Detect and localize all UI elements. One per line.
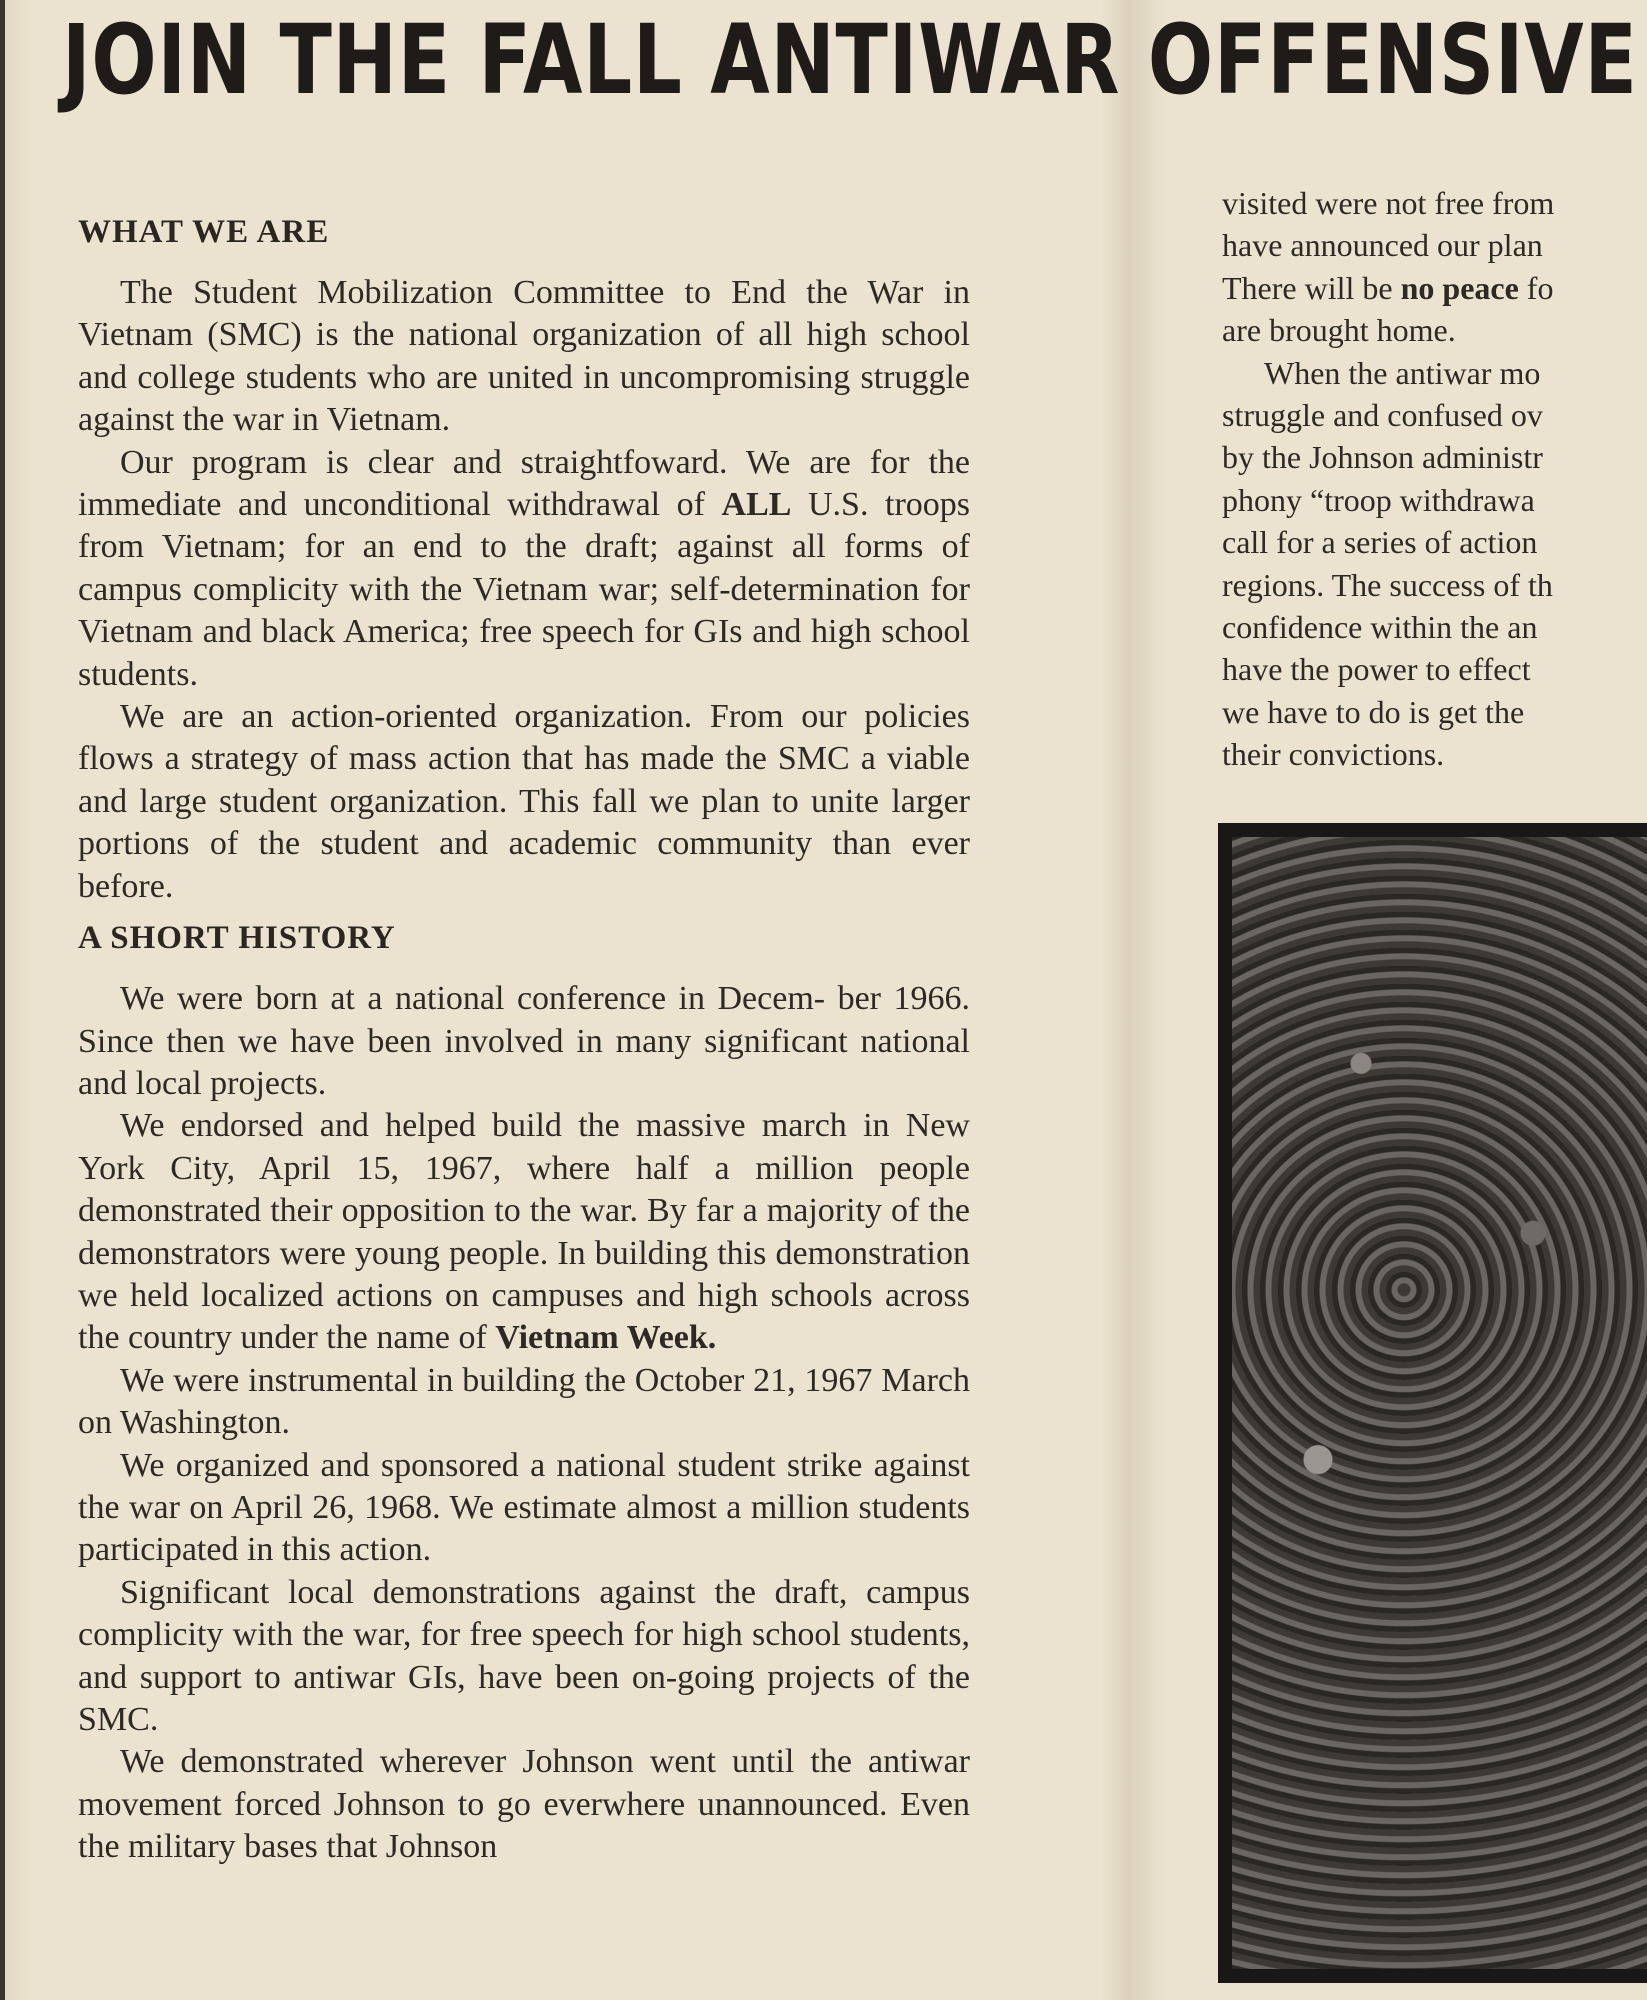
text-line: regions. The success of th	[1222, 566, 1553, 603]
paragraph: We were instrumental in building the October 21, 1967 March on Washington.	[78, 1361, 970, 1442]
text-line: struggle and confused ov	[1222, 397, 1543, 434]
paragraph: Significant local demonstrations against the draft, campus complicity with the war, for free speech for high school students, and support to antiwar GIs, have been on-going projects of the SMC.	[78, 1573, 970, 1738]
protest-photo-frame	[1218, 823, 1647, 1983]
paragraph: We are an action-oriented organization. From our policies flows a strategy of mass action that has made the SMC a viable and large student organization. This fall we plan to unite larger portions of the student and academic community than ever before.	[78, 698, 970, 905]
text-line: have announced our plan	[1222, 227, 1543, 264]
paragraph: We demonstrated wherever Johnson went until the antiwar movement forced Johnson to go everwhere unannounced. Even the military bases that Johnson	[78, 1743, 970, 1866]
text-line: are brought home.	[1222, 312, 1456, 349]
paragraph: Our program is clear and straightfoward. We are for the immediate and unconditional withdrawal of ALL U.S. troops from Vietnam; for an end to the draft; against all forms of campus complicity with the Vietnam war; self-determination for Vietnam and black America; free speech for GIs and high school students.	[78, 443, 970, 693]
left-column	[78, 212, 970, 1869]
section-heading-short-history: A SHORT HISTORY	[78, 920, 396, 957]
protest-crowd-photo	[1232, 837, 1647, 1969]
right-column	[1222, 182, 1642, 782]
paragraph: We endorsed and helped build the massive march in New York City, April 15, 1967, where half a million people demonstrated their opposition to the war. By far a majority of the demonstrators were young people. In building this demonstration we held localized actions on campuses and high schools across the country under the name of Vietnam Week.	[78, 1107, 970, 1357]
text-line: by the Johnson administr	[1222, 439, 1543, 476]
text-line: have the power to effect	[1222, 651, 1531, 688]
paragraph: We were born at a national conference in Decem- ber 1966. Since then we have been involved in many significant national and local projects.	[78, 980, 970, 1102]
section-heading-what-we-are: WHAT WE ARE	[78, 214, 330, 250]
text-line: confidence within the an	[1222, 609, 1538, 646]
emphasis: Vietnam Week.	[495, 1319, 717, 1357]
emphasis: ALL	[721, 486, 792, 524]
text-line: call for a series of action	[1222, 524, 1538, 561]
left-border-rule	[0, 0, 5, 2000]
paragraph: We organized and sponsored a national student strike against the war on April 26, 1968. We estimate almost a million students participated in this action.	[78, 1446, 970, 1569]
text-line: we have to do is get the	[1222, 693, 1525, 730]
text-line: their convictions.	[1222, 736, 1445, 773]
headline: JOIN THE FALL ANTIWAR OFFENSIVE	[62, 4, 1638, 116]
text-line: visited were not free from	[1222, 185, 1555, 221]
emphasis: no peace	[1400, 269, 1519, 306]
text-line: There will be no peace fo	[1222, 269, 1554, 306]
text-line: phony “troop withdrawa	[1222, 481, 1535, 518]
paragraph: The Student Mobilization Committee to End the War in Vietnam (SMC) is the national organization of all high school and college students who are united in uncompromising struggle against the war in Vietnam.	[78, 274, 970, 439]
text-line: When the antiwar mo	[1264, 354, 1541, 391]
